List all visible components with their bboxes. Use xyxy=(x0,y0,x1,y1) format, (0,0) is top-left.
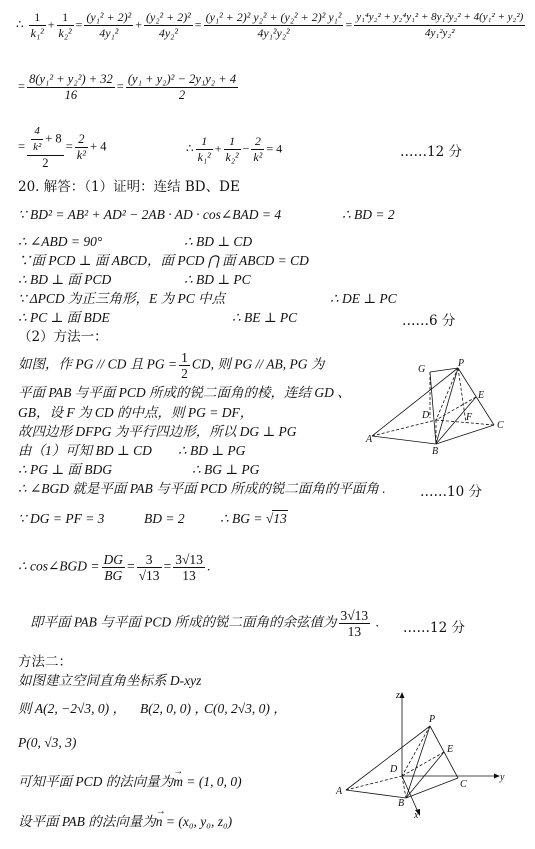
figure-method2 xyxy=(330,690,510,820)
frac-half: $\frac{1}{2}$ xyxy=(181,350,188,381)
frac-term3: $\frac{\text{(y₁² + 2)² y₂² + (y₂² + 2)² y₁²}}{\text{4y₁²y₂²}}$ xyxy=(205,10,342,40)
label2-B: B xyxy=(398,798,405,809)
method2-q1: 如图建立空间直角坐标系 D-xyz xyxy=(18,673,202,688)
method1-p8c: ∴ BG = √13 xyxy=(220,511,287,526)
therefore-symbol: ∴ xyxy=(16,17,24,32)
method1-p8b: BD = 2 xyxy=(144,511,185,526)
vector-n: → n xyxy=(156,813,163,831)
frac-c-a: $\frac{1}{\text{k₁²}}$ xyxy=(197,134,211,164)
method2-q5: 设平面 PAB 的法向量为→ n = (x₀, y₀, z₀) xyxy=(18,813,232,831)
label-P: P xyxy=(458,358,465,369)
q20-line1: ∵ BD² = AB² + AD² − 2AB · AD · cos∠BAD = 4 xyxy=(18,207,282,222)
q20-line6-right: ∴ BE ⊥ PC xyxy=(232,310,298,325)
frac-term2: $\frac{\text{(y₂² + 2)²}}{\text{4y₂²}}$ xyxy=(146,10,191,40)
score-12-a: ……12 分 xyxy=(400,144,462,160)
q20-heading: 20. 解答：（1）证明：连结 BD、DE xyxy=(18,179,240,195)
q20-line2: ∴ ∠ABD = 90° xyxy=(18,234,103,249)
frac-dg-bg: $\frac{DG}{BG}$ xyxy=(103,552,124,583)
frac-3sqrt13-13: $\frac{3√13}{13}$ xyxy=(175,552,203,583)
method1-p5-right: ∴ BD ⊥ PG xyxy=(178,443,246,458)
frac-eq2-b: $\frac{\text{(y₁ + y₂)² − 2y₁y₂ + 4}}{2}$ xyxy=(127,72,237,102)
q20-line1-right: ∴ BD = 2 xyxy=(342,207,395,222)
label-F: F xyxy=(466,412,473,423)
method1-p3: GB，设 F 为 CD 的中点，则 PG = DF， xyxy=(18,405,254,420)
q20-line5: ∵ ΔPCD 为正三角形，E 为 PC 中点 xyxy=(18,291,226,306)
axis-label-x: x xyxy=(414,810,419,821)
method1-p8a: ∵ DG = PF = 3 xyxy=(18,511,105,526)
eq1-line: ∴ $\frac{1}{\text{k₁²}}$ + $\frac{1}{\text{k₂²}}$ = $\frac{\text{(y₁² + 2)²}}{\text{4y₁²}}$ + $\frac{\text{(y₂² + 2)²}}{\text{4y₂²}}$ = $\frac{\text{(y₁² + 2)² y₂² + (y₂² + 2)² y₁²}}{\text{4y₁²y₂²}}$ = $\frac{\text{y₁⁴y₂² + y₂⁴y₁² + 8y₁²y₂² + 4(y₁² + y₂²)}}{\text{4y₁²y₂²}}$ xyxy=(16,10,524,40)
label-E: E xyxy=(478,390,485,401)
method1-p9: ∴ cos∠BGD = $\frac{DG}{BG}$ = $\frac{3}{√13}$ = $\frac{3√13}{13}$ . xyxy=(18,552,211,583)
q20-line5-right: ∴ DE ⊥ PC xyxy=(330,291,397,306)
method1-p5: 由（1）可知 BD ⊥ CD xyxy=(18,443,152,458)
method1-heading: （2）方法一： xyxy=(18,329,108,345)
label2-C: C xyxy=(460,779,467,790)
q20-line4-right: ∴ BD ⊥ PC xyxy=(184,272,251,287)
method1-p1: 如图，作 PG // CD 且 PG = $\frac{1}{2}$ CD, 则 PG // AB, PG 为 xyxy=(18,350,325,381)
method1-p6-right: ∴ BG ⊥ PG xyxy=(192,462,260,477)
method1-p10: 即平面 PAB 与平面 PCD 所成的锐二面角的余弦值为 $\frac{3√13}{13}$ . xyxy=(30,608,379,639)
score-10: ……10 分 xyxy=(420,484,482,500)
eq3-conclusion: ∴ $\frac{1}{\text{k₁²}}$ + $\frac{1}{\text{k₂²}}$ − $\frac{2}{\text{k²}}$ = 4 xyxy=(186,134,283,164)
frac-3-sqrt13: $\frac{3}{√13}$ xyxy=(138,552,160,583)
label2-D: D xyxy=(390,764,398,775)
frac-answer: $\frac{3√13}{13}$ xyxy=(340,608,369,639)
axis-label-z: z xyxy=(396,690,400,701)
method1-p4: 故四边形 DFPG 为平行四边形，所以 DG ⊥ PG xyxy=(18,424,297,439)
figure-method1 xyxy=(366,358,516,457)
method1-p6: ∴ PG ⊥ 面 BDG xyxy=(18,462,113,477)
label2-P: P xyxy=(429,714,436,725)
axis-label-y: y xyxy=(500,772,505,783)
frac-1-over-k1sq: $\frac{1}{\text{k₁²}}$ xyxy=(30,10,44,40)
label2-A: A xyxy=(336,786,343,797)
q20-line4: ∴ BD ⊥ 面 PCD xyxy=(18,272,112,287)
label-A: A xyxy=(366,434,373,445)
score-6: ……6 分 xyxy=(402,313,456,329)
method2-q2a: 则 A(2, −2√3, 0) ， xyxy=(18,701,127,716)
q20-line2-right: ∴ BD ⊥ CD xyxy=(184,234,253,249)
frac-eq3-compound: $\frac{4}{\text{k²}}$ + 8 2 xyxy=(27,124,64,171)
frac-eq2-a: $\frac{\text{8(y₁² + y₂²) + 32}}{16}$ xyxy=(29,72,113,102)
label2-E: E xyxy=(447,744,454,755)
method2-q2b: B(2, 0, 0) ， xyxy=(140,701,208,716)
q20-line6: ∴ PC ⊥ 面 BDE xyxy=(18,310,110,325)
method2-heading: 方法二： xyxy=(18,654,72,670)
label-G: G xyxy=(418,364,426,375)
frac-c-c: $\frac{2}{\text{k²}}$ xyxy=(253,134,263,164)
vector-m: → m xyxy=(173,773,183,791)
eq3-line: = $\frac{4}{\text{k²}}$ + 8 2 = $\frac{2}{\text{k²}}$ + 4 xyxy=(18,125,107,170)
label-D: D xyxy=(422,410,430,421)
frac-term4: $\frac{\text{y₁⁴y₂² + y₂⁴y₁² + 8y₁²y₂² + 4(y₁² + y₂²)}}{\text{4y₁²y₂²}}$ xyxy=(356,11,524,39)
frac-1-over-k2sq: $\frac{1}{\text{k₂²}}$ xyxy=(58,10,72,40)
method2-q4: 可知平面 PCD 的法向量为→ m = (1, 0, 0) xyxy=(18,773,242,791)
method2-q2c: C(0, 2√3, 0) ， xyxy=(204,701,287,716)
method2-q3: P(0, √3, 3) xyxy=(18,735,77,750)
method1-p2: 平面 PAB 与平面 PCD 所成的锐二面角的棱，连结 GD 、 xyxy=(18,385,351,400)
frac-term1: $\frac{\text{(y₁² + 2)²}}{\text{4y₁²}}$ xyxy=(86,10,132,40)
frac-eq3-right: $\frac{2}{\text{k²}}$ xyxy=(76,132,87,162)
label-C: C xyxy=(497,420,504,431)
frac-c-b: $\frac{1}{\text{k₂²}}$ xyxy=(225,134,239,164)
method1-p7: ∴ ∠BGD 就是平面 PAB 与平面 PCD 所成的锐二面角的平面角 . xyxy=(18,481,386,496)
label-B: B xyxy=(432,446,439,457)
score-12-b: ……12 分 xyxy=(403,620,465,636)
q20-line3: ∵面 PCD ⊥ 面 ABCD，面 PCD ⋂ 面 ABCD = CD xyxy=(18,253,309,268)
eq2-line: = $\frac{\text{8(y₁² + y₂²) + 32}}{16}$ = $\frac{\text{(y₁ + y₂)² − 2y₁y₂ + 4}}{2}$ xyxy=(18,72,237,102)
